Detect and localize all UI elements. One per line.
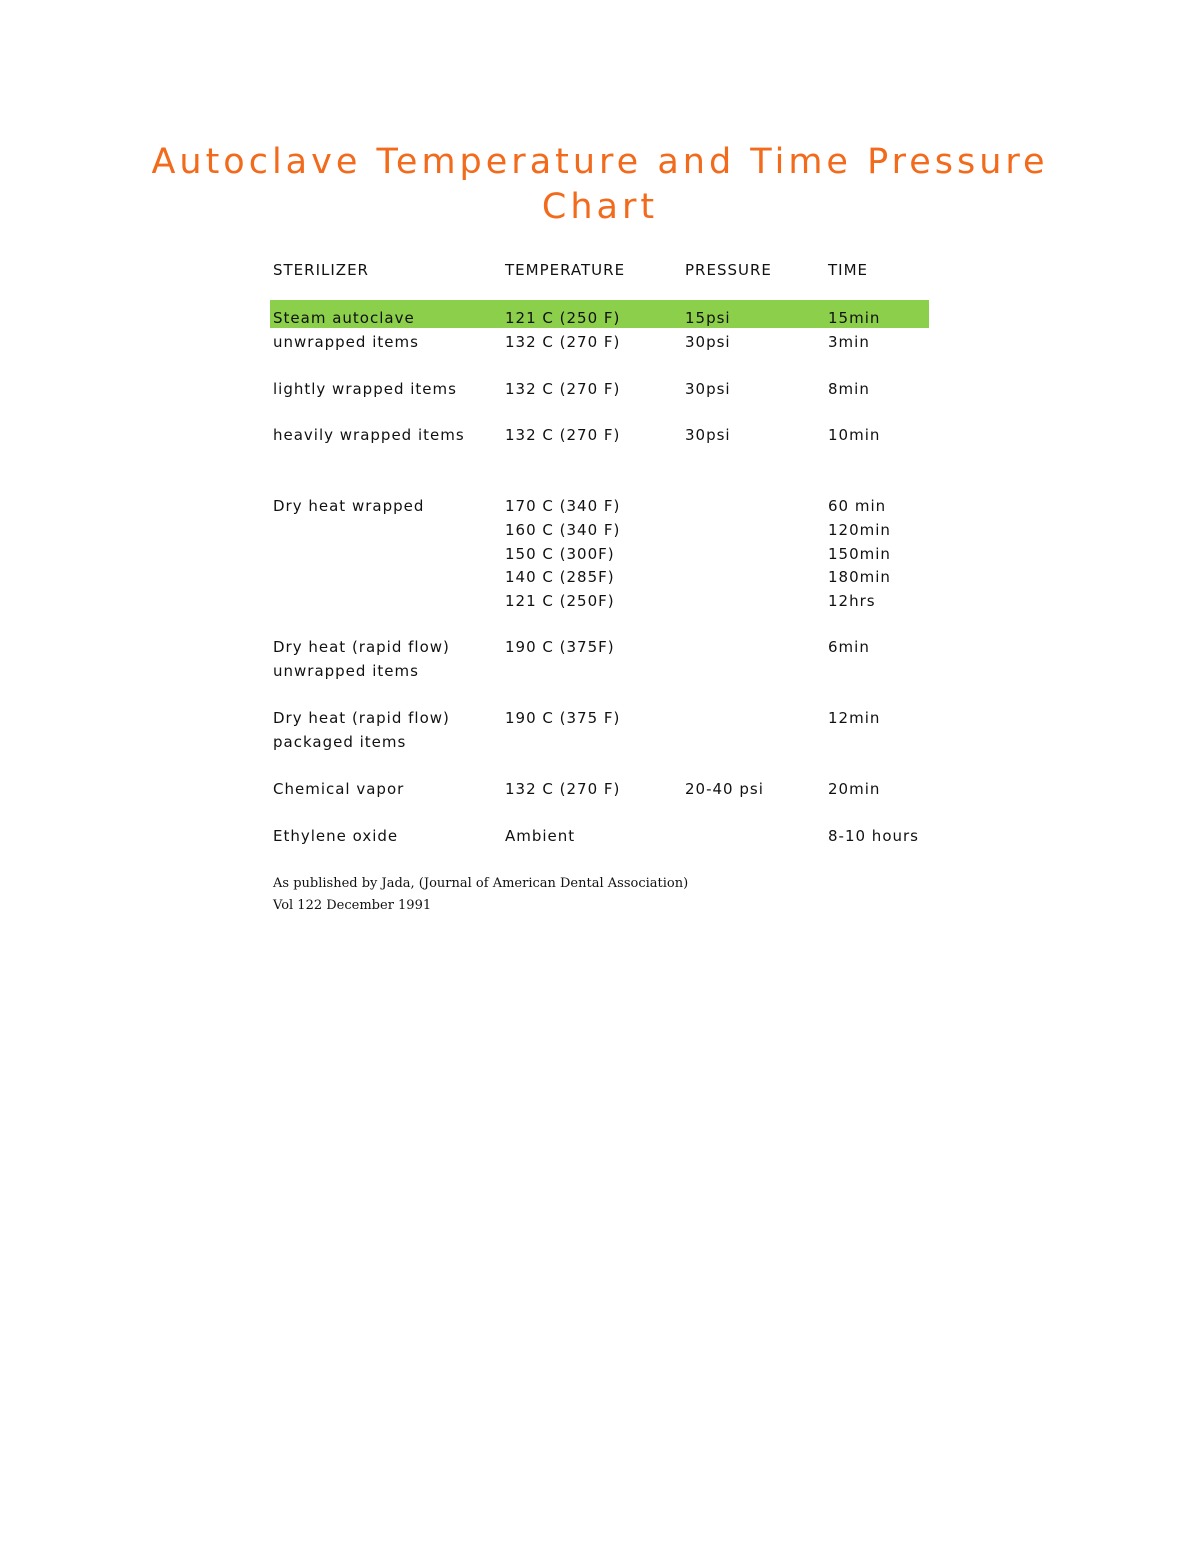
cell-temperature: 170 C (340 F) <box>505 497 621 515</box>
cell-sterilizer: heavily wrapped items <box>273 426 465 444</box>
cell-sterilizer: Dry heat (rapid flow) <box>273 709 450 727</box>
cell-temperature: 190 C (375 F) <box>505 709 621 727</box>
cell-time: 180min <box>828 568 891 586</box>
cell-temperature: Ambient <box>505 827 576 845</box>
cell-time: 10min <box>828 426 881 444</box>
cell-sterilizer: unwrapped items <box>273 333 419 351</box>
cell-temperature: 140 C (285F) <box>505 568 615 586</box>
cell-pressure: 30psi <box>685 380 731 398</box>
cell-temperature: 121 C (250F) <box>505 592 615 610</box>
cell-pressure: 30psi <box>685 426 731 444</box>
cell-time: 8min <box>828 380 870 398</box>
cell-pressure: 30psi <box>685 333 731 351</box>
cell-pressure: 15psi <box>685 309 731 327</box>
cell-sterilizer: Dry heat wrapped <box>273 497 425 515</box>
cell-sterilizer: Chemical vapor <box>273 780 405 798</box>
cell-pressure: 20-40 psi <box>685 780 764 798</box>
header-time: TIME <box>828 261 869 279</box>
cell-time: 12hrs <box>828 592 876 610</box>
cell-temperature: 132 C (270 F) <box>505 333 621 351</box>
cell-temperature: 150 C (300F) <box>505 545 615 563</box>
cell-sterilizer: Steam autoclave <box>273 309 415 327</box>
cell-sterilizer: packaged items <box>273 733 407 751</box>
cell-temperature: 132 C (270 F) <box>505 380 621 398</box>
cell-temperature: 160 C (340 F) <box>505 521 621 539</box>
cell-time: 8-10 hours <box>828 827 919 845</box>
cell-time: 20min <box>828 780 881 798</box>
cell-temperature: 121 C (250 F) <box>505 309 621 327</box>
cell-temperature: 190 C (375F) <box>505 638 615 656</box>
cell-time: 12min <box>828 709 881 727</box>
citation-line-2: Vol 122 December 1991 <box>273 898 432 913</box>
cell-temperature: 132 C (270 F) <box>505 780 621 798</box>
cell-time: 150min <box>828 545 891 563</box>
cell-time: 120min <box>828 521 891 539</box>
cell-time: 15min <box>828 309 881 327</box>
header-pressure: PRESSURE <box>685 261 772 279</box>
page-title: Autoclave Temperature and Time Pressure Chart <box>151 142 1049 227</box>
cell-sterilizer: lightly wrapped items <box>273 380 457 398</box>
cell-time: 60 min <box>828 497 887 515</box>
cell-temperature: 132 C (270 F) <box>505 426 621 444</box>
header-sterilizer: STERILIZER <box>273 261 369 279</box>
cell-sterilizer: Ethylene oxide <box>273 827 399 845</box>
cell-time: 6min <box>828 638 870 656</box>
cell-time: 3min <box>828 333 870 351</box>
header-temperature: TEMPERATURE <box>505 261 626 279</box>
cell-sterilizer: unwrapped items <box>273 662 419 680</box>
citation-line-1: As published by Jada, (Journal of American Dental Association) <box>273 876 689 891</box>
cell-sterilizer: Dry heat (rapid flow) <box>273 638 450 656</box>
